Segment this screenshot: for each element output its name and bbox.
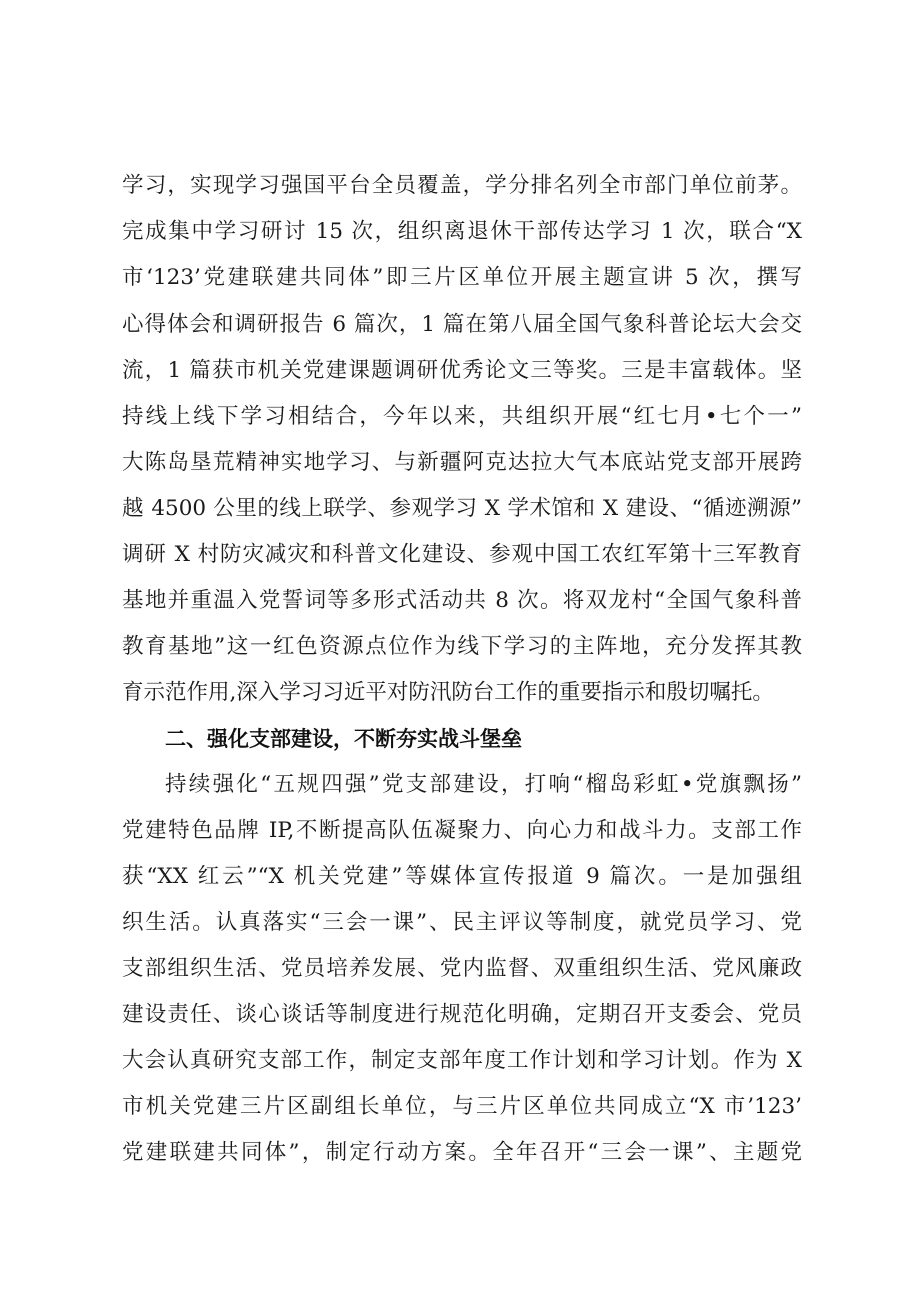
- text-line: 心得体会和调研报告 6 篇次，1 篇在第八届全国气象科普论坛大会交: [122, 312, 802, 337]
- text-line: 织生活。认真落实“三会一课”、民主评议等制度，就党员学习、党: [122, 910, 802, 935]
- text-line: 市机关党建三片区副组长单位，与三片区单位共同成立“X 市’123’: [122, 1094, 802, 1119]
- text-line: 学习，实现学习强国平台全员覆盖，学分排名列全市部门单位前茅。: [122, 173, 802, 198]
- text-line: 育示范作用,深入学习习近平对防汛防台工作的重要指示和殷切嘱托。: [122, 680, 774, 705]
- text-line: 获“XX 红云”“X 机关党建”等媒体宣传报道 9 篇次。一是加强组: [122, 864, 802, 889]
- text-line: 教育基地”这一红色资源点位作为线下学习的主阵地，充分发挥其教: [122, 634, 802, 659]
- text-line: 大会认真研究支部工作，制定支部年度工作计划和学习计划。作为 X: [122, 1048, 802, 1073]
- text-line: 支部组织生活、党员培养发展、党内监督、双重组织生活、党风廉政: [122, 956, 802, 981]
- text-line: 流，1 篇获市机关党建课题调研优秀论文三等奖。三是丰富载体。坚: [122, 358, 802, 383]
- text-line: 党建联建共同体”，制定行动方案。全年召开“三会一课”、主题党: [122, 1140, 802, 1165]
- text-line: 调研 X 村防灾减灾和科普文化建设、参观中国工农红军第十三军教育: [122, 542, 802, 567]
- section-heading: 二、强化支部建设，不断夯实战斗堡垒: [165, 727, 522, 751]
- text-line: 大陈岛垦荒精神实地学习、与新疆阿克达拉大气本底站党支部开展跨: [122, 450, 802, 475]
- text-line: 越 4500 公里的线上联学、参观学习 X 学术馆和 X 建设、“循迹溯源”: [122, 496, 802, 521]
- text-line: 市‘123’党建联建共同体”即三片区单位开展主题宣讲 5 次，撰写: [122, 265, 802, 290]
- text-line: 完成集中学习研讨 15 次，组织离退休干部传达学习 1 次，联合“X: [122, 219, 802, 244]
- text-line: 持续强化“五规四强”党支部建设，打响“榴岛彩虹•党旗飘扬”: [165, 772, 802, 797]
- text-line: 党建特色品牌 IP,不断提高队伍凝聚力、向心力和战斗力。支部工作: [122, 818, 802, 843]
- text-line: 基地并重温入党誓词等多形式活动共 8 次。将双龙村“全国气象科普: [122, 588, 802, 613]
- text-line: 建设责任、谈心谈话等制度进行规范化明确，定期召开支委会、党员: [122, 1002, 802, 1027]
- text-line: 持线上线下学习相结合，今年以来，共组织开展“红七月•七个一”: [122, 404, 802, 429]
